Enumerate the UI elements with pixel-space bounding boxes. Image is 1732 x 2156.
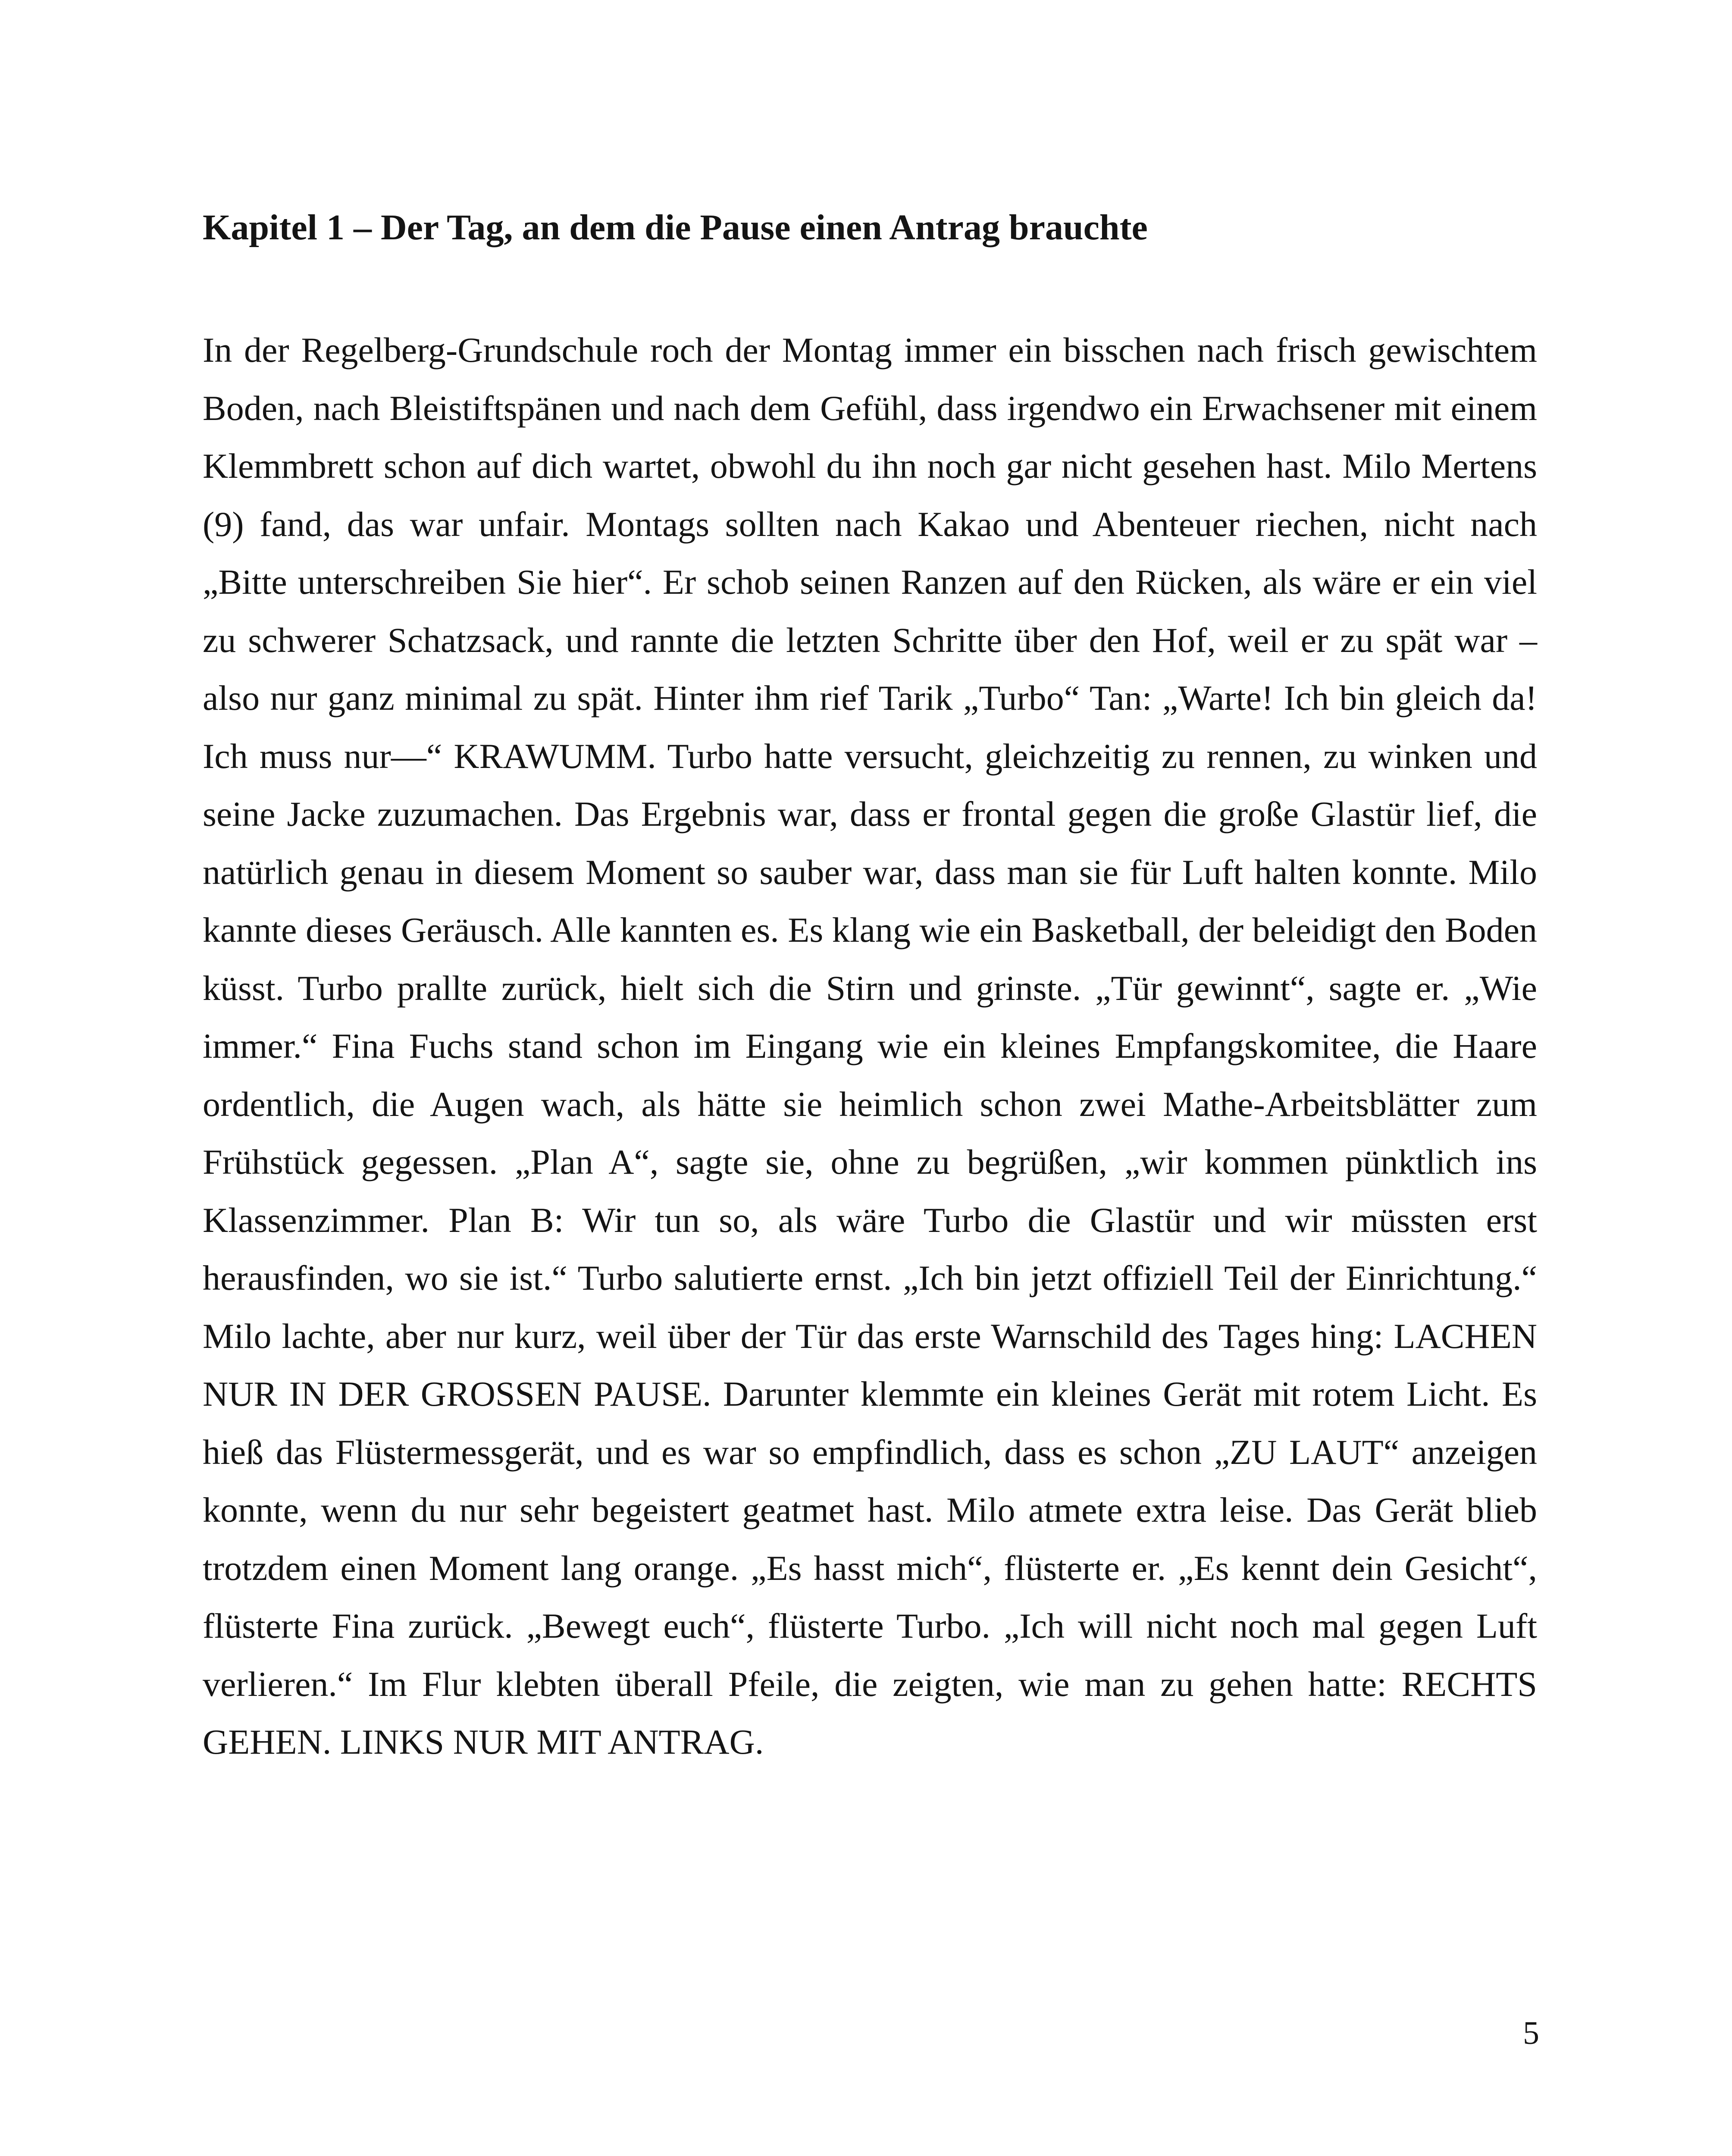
chapter-title: Kapitel 1 – Der Tag, an dem die Pause einen Antrag brauchte xyxy=(203,207,1148,248)
page-number: 5 xyxy=(1523,2015,1539,2051)
body-paragraph: In der Regelberg-Grundschule roch der Montag immer ein bisschen nach frisch gewischtem Boden, nach Bleistiftspänen und nach dem Gefühl, dass irgendwo ein Erwachsener mit einem Klemmbrett schon auf dich wartet, obwohl du ihn noch gar nicht gesehen hast. Milo Mertens (9) fand, das war unfair. Montags sollten nach Kakao und Abenteuer riechen, nicht nach „Bitte unterschreiben Sie hier“. Er schob seinen Ranzen auf den Rücken, als wäre er ein viel zu schwerer Schatzsack, und rannte die letzten Schritte über den Hof, weil er zu spät war – also nur ganz minimal zu spät. Hinter ihm rief Tarik „Turbo“ Tan: „Warte! Ich bin gleich da! Ich muss nur—“ KRAWUMM. Turbo hatte versucht, gleichzeitig zu rennen, zu winken und seine Jacke zuzumachen. Das Ergebnis war, dass er frontal gegen die große Glastür lief, die natürlich genau in diesem Moment so sauber war, dass man sie für Luft halten konnte. Milo kannte dieses Geräusch. Alle kannten es. Es klang wie ein Basketball, der beleidigt den Boden küsst. Turbo prallte zurück, hielt sich die Stirn und grinste. „Tür gewinnt“, sagte er. „Wie immer.“ Fina Fuchs stand schon im Eingang wie ein kleines Empfangskomitee, die Haare ordentlich, die Augen wach, als hätte sie heimlich schon zwei Mathe-Arbeitsblätter zum Frühstück gegessen. „Plan A“, sagte sie, ohne zu begrüßen, „wir kommen pünktlich ins Klassenzimmer. Plan B: Wir tun so, als wäre Turbo die Glastür und wir müssten erst herausfinden, wo sie ist.“ Turbo salutierte ernst. „Ich bin jetzt offiziell Teil der Einrichtung.“ Milo lachte, aber nur kurz, weil über der Tür das erste Warnschild des Tages hing: LACHEN NUR IN DER GROSSEN PAUSE. Darunter klemmte ein kleines Gerät mit rotem Licht. Es hieß das Flüstermessgerät, und es war so empfindlich, dass es schon „ZU LAUT“ anzeigen konnte, wenn du nur sehr begeistert geatmet hast. Milo atmete extra leise. Das Gerät blieb trotzdem einen Moment lang orange. „Es hasst mich“, flüsterte er. „Es kennt dein Gesicht“, flüsterte Fina zurück. „Bewegt euch“, flüsterte Turbo. „Ich will nicht noch mal gegen Luft verlieren.“ Im Flur klebten überall Pfeile, die zeigten, wie man zu gehen hatte: RECHTS GEHEN. LINKS NUR MIT ANTRAG. xyxy=(203,330,1537,1761)
